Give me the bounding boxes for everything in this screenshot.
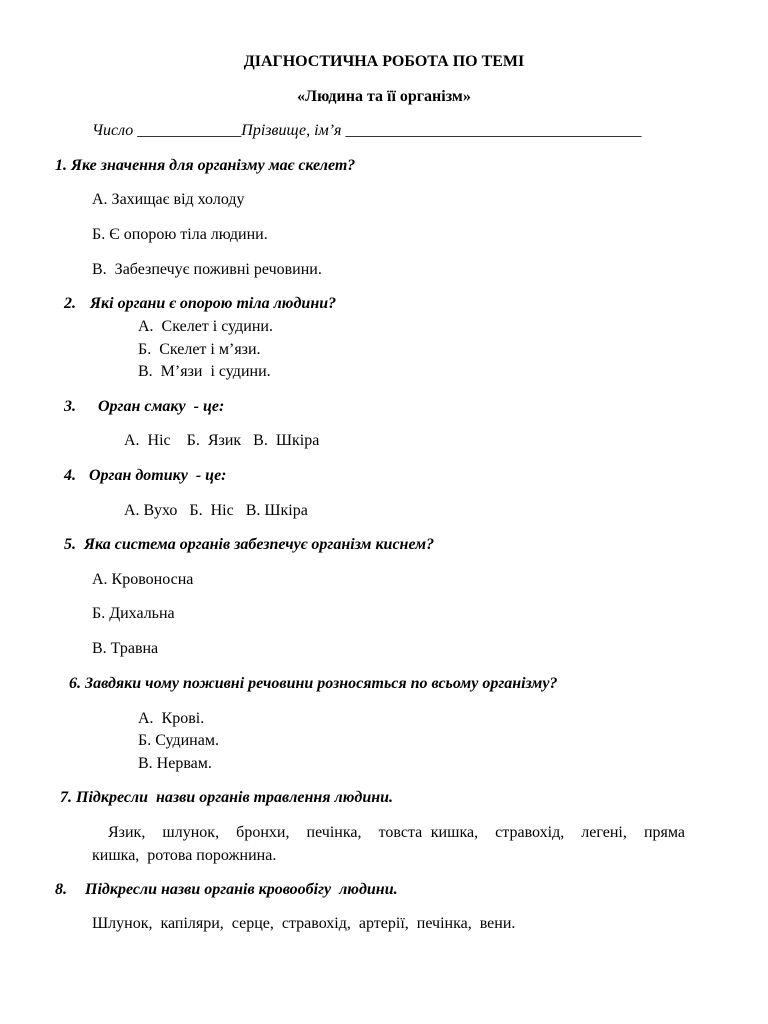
q2-option-a: А. Скелет і судини.	[138, 318, 273, 335]
question-1: 1. Яке значення для організму має скелет?	[55, 157, 356, 174]
q7-word-list-line-2: кишка, ротова порожнина.	[92, 847, 277, 864]
q2-option-b: Б. Скелет і м’язи.	[138, 341, 261, 358]
q8-word-list: Шлунок, капіляри, серце, стравохід, артерії, печінка, вени.	[92, 915, 516, 932]
question-3-number: 3.	[64, 398, 76, 415]
q6-option-a: А. Крові.	[138, 710, 205, 727]
student-info-line	[92, 121, 641, 141]
question-2	[64, 294, 336, 314]
name-blank: _____________________________________	[345, 122, 642, 139]
q5-option-a: А. Кровоносна	[92, 571, 194, 588]
question-4-number: 4.	[64, 467, 76, 484]
q1-option-a: А. Захищає від холоду	[92, 191, 245, 208]
question-7: 7. Підкресли назви органів травлення людини.	[60, 789, 394, 806]
question-3-text: Орган смаку - це:	[98, 398, 225, 415]
q7-word-list-line-1: Язик, шлунок, бронхи, печінка, товста кишка, стравохід, легені, пряма	[108, 824, 685, 841]
question-8	[55, 880, 398, 900]
date-label: Число	[92, 122, 134, 139]
question-2-text: Які органи є опорою тіла людини?	[90, 295, 337, 312]
question-2-number: 2.	[64, 295, 76, 312]
date-blank: _____________	[137, 122, 242, 139]
question-8-text: Підкресли назви органів кровообігу людини.	[85, 881, 398, 898]
q4-options: А. Вухо Б. Ніс В. Шкіра	[124, 502, 308, 519]
question-4	[64, 466, 227, 486]
doc-title: ДІАГНОСТИЧНА РОБОТА ПО ТЕМІ	[243, 53, 525, 70]
name-label: Прізвище, ім’я	[241, 122, 342, 139]
q6-option-b: Б. Судинам.	[138, 732, 219, 749]
q5-option-b: Б. Дихальна	[92, 605, 175, 622]
q1-option-b: Б. Є опорою тіла людини.	[92, 226, 268, 243]
q2-option-c: В. М’язи і судини.	[138, 363, 271, 380]
q3-options: А. Ніс Б. Язик В. Шкіра	[124, 432, 320, 449]
q1-option-c: В. Забезпечує поживні речовини.	[92, 261, 322, 278]
question-4-text: Орган дотику - це:	[89, 467, 227, 484]
question-8-number: 8.	[55, 881, 67, 898]
question-6: 6. Завдяки чому поживні речовини розносяться по всьому організму?	[69, 675, 558, 692]
question-5: 5. Яка система органів забезпечує організм киснем?	[64, 536, 435, 553]
q5-option-c: В. Травна	[92, 640, 159, 657]
question-3	[64, 397, 224, 417]
doc-subtitle: «Людина та її організм»	[297, 88, 471, 105]
q6-option-c: В. Нервам.	[138, 755, 212, 772]
